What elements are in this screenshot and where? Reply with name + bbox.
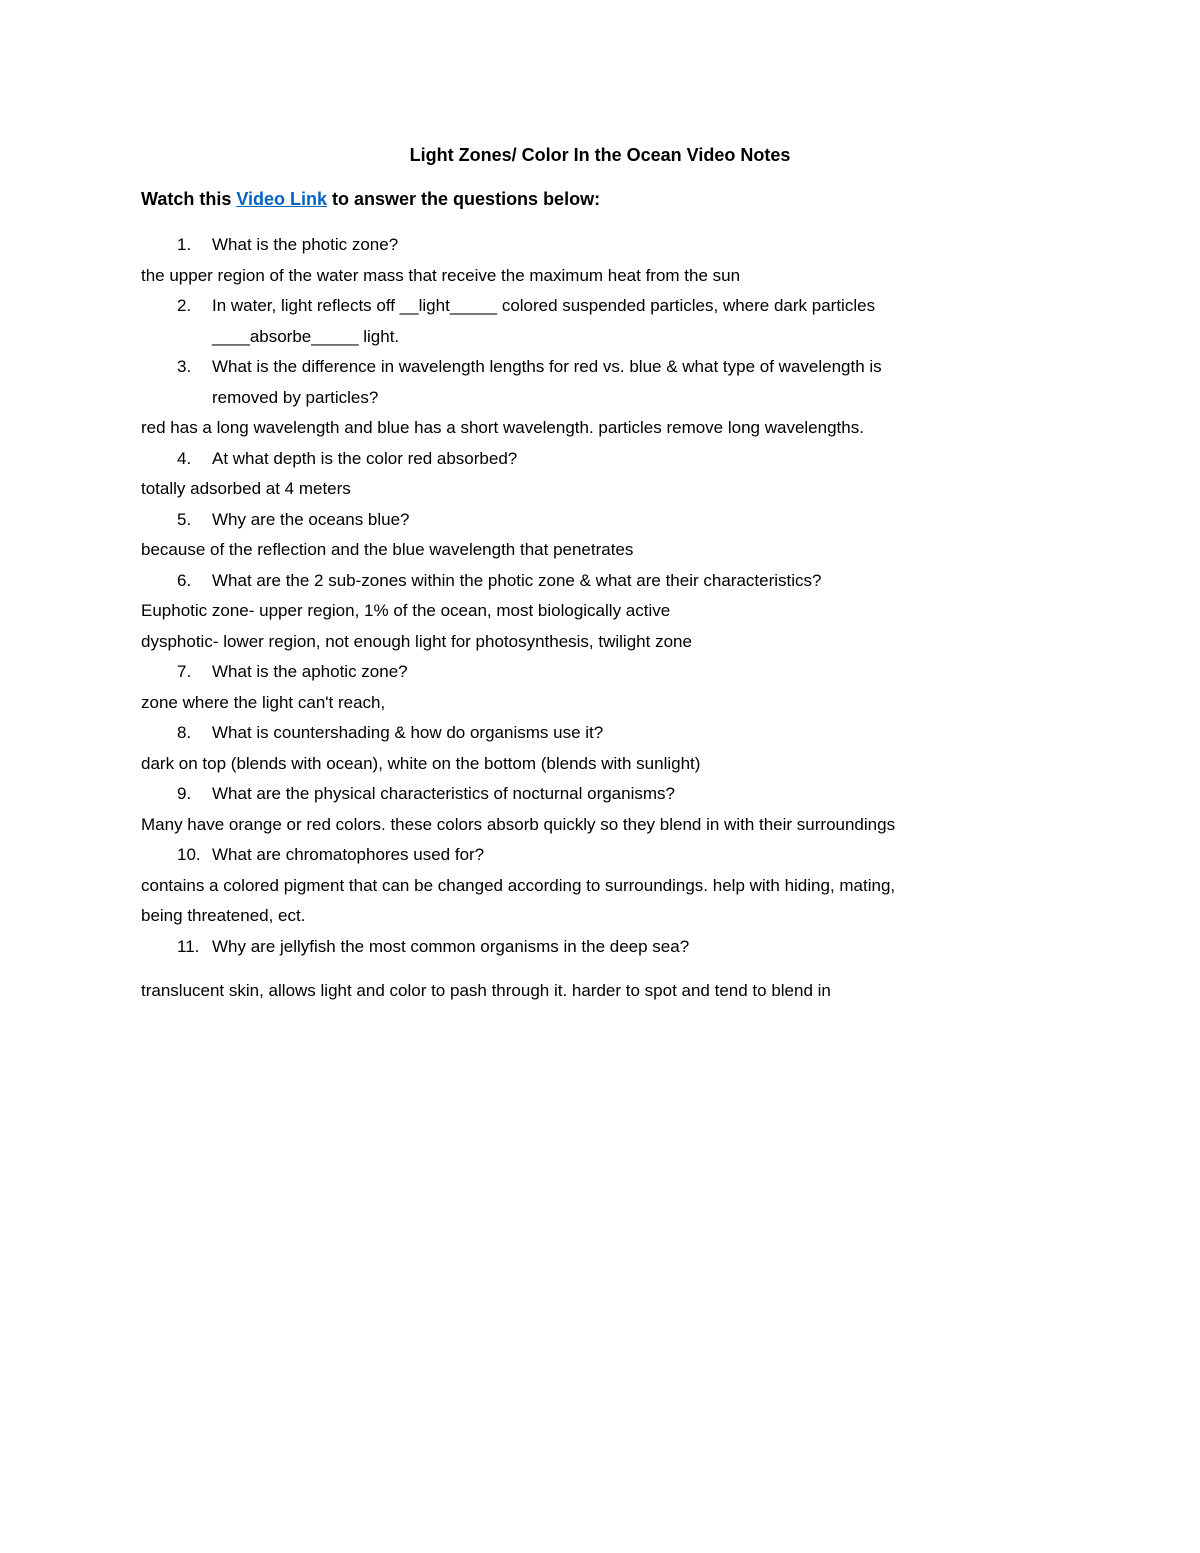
question-number: 4. <box>177 448 192 468</box>
intro-after: to answer the questions below: <box>327 189 601 209</box>
question-number: 2. <box>177 296 192 315</box>
answer-6a: Euphotic zone- upper region, 1% of the ocean, most biologically active <box>141 601 671 620</box>
question-text: What is the difference in wavelength lengths for red vs. blue & what type of wavelength is <box>212 357 882 376</box>
question-3-continued: removed by particles? <box>212 387 379 407</box>
question-text: What is the photic zone? <box>212 235 399 254</box>
answer-7: zone where the light can't reach, <box>141 692 386 712</box>
question-number: 3. <box>177 357 192 376</box>
question-7 <box>141 657 1041 688</box>
video-link[interactable]: Video Link <box>236 189 328 209</box>
question-number: 8. <box>177 723 192 742</box>
document-title: Light Zones/ Color In the Ocean Video Notes <box>409 145 791 165</box>
question-number: 9. <box>177 784 192 803</box>
question-number: 6. <box>177 570 192 590</box>
question-text: At what depth is the color red absorbed? <box>212 448 518 468</box>
question-2 <box>141 291 1041 322</box>
question-text: What is the aphotic zone? <box>212 662 408 681</box>
question-2-continued: ____absorbe_____ light. <box>212 326 400 346</box>
question-text: What are the 2 sub-zones within the photic zone & what are their characteristics? <box>212 570 822 590</box>
question-4 <box>141 444 1041 475</box>
question-11 <box>141 932 1041 963</box>
question-text: What are chromatophores used for? <box>212 845 485 864</box>
question-text: Why are the oceans blue? <box>212 509 410 529</box>
question-text: What are the physical characteristics of nocturnal organisms? <box>212 784 675 803</box>
answer-5: because of the reflection and the blue wavelength that penetrates <box>141 540 634 559</box>
question-number: 5. <box>177 509 192 529</box>
question-number: 11. <box>177 936 200 956</box>
answer-10a: contains a colored pigment that can be changed according to surroundings. help with hiding, mating, <box>141 875 896 895</box>
question-3 <box>141 352 1041 383</box>
answer-10b: being threatened, ect. <box>141 906 306 925</box>
question-6 <box>141 566 1041 597</box>
question-text: What is countershading & how do organisms use it? <box>212 723 604 742</box>
intro-before: Watch this <box>141 189 237 209</box>
question-1 <box>141 230 1041 261</box>
question-10 <box>141 840 1041 871</box>
intro-line <box>141 186 600 212</box>
answer-8: dark on top (blends with ocean), white on the bottom (blends with sunlight) <box>141 753 701 773</box>
answer-4: totally adsorbed at 4 meters <box>141 479 351 498</box>
answer-9: Many have orange or red colors. these colors absorb quickly so they blend in with their surroundings <box>141 814 896 834</box>
question-number: 10. <box>177 845 201 864</box>
answer-3: red has a long wavelength and blue has a short wavelength. particles remove long wavelengths. <box>141 418 864 437</box>
answer-6b: dysphotic- lower region, not enough light for photosynthesis, twilight zone <box>141 631 692 651</box>
question-text: In water, light reflects off __light_____ colored suspended particles, where dark particles <box>212 296 876 315</box>
question-text: Why are jellyfish the most common organisms in the deep sea? <box>212 936 690 956</box>
question-8 <box>141 718 1041 749</box>
answer-11: translucent skin, allows light and color to pash through it. harder to spot and tend to blend in <box>141 981 831 1000</box>
question-9 <box>141 779 1041 810</box>
question-list <box>141 230 1041 1007</box>
question-number: 7. <box>177 662 192 681</box>
question-number: 1. <box>177 235 192 254</box>
question-5 <box>141 505 1041 536</box>
answer-1: the upper region of the water mass that receive the maximum heat from the sun <box>141 265 741 285</box>
paragraph-gap <box>141 962 1041 976</box>
